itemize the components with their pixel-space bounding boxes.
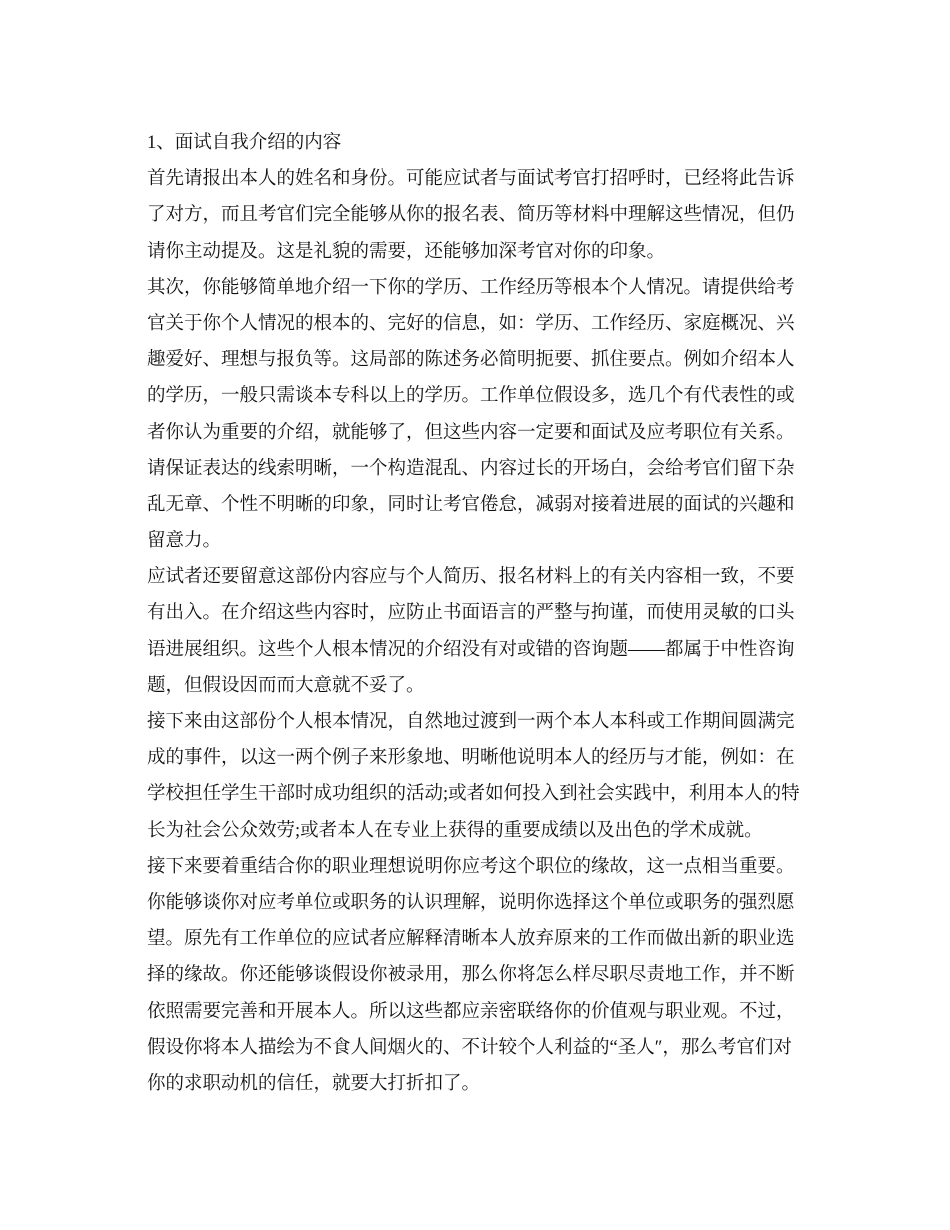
text-line: 依照需要完善和开展本人。所以这些都应亲密联络你的价值观与职业观。不过，	[147, 1001, 795, 1022]
text-line: 假设你将本人描绘为不食人间烟火的、不计较个人利益的“圣人″，那么考官们对	[147, 1037, 792, 1058]
text-line: 接下来要着重结合你的职业理想说明你应考这个职位的缘故，这一点相当重要。	[147, 856, 795, 877]
text-line: 请你主动提及。这是礼貌的需要，还能够加深考官对你的印象。	[147, 241, 666, 262]
text-line: 你能够谈你对应考单位或职务的认识理解，说明你选择这个单位或职务的强烈愿	[147, 892, 795, 913]
text-line: 乱无章、个性不明晰的印象，同时让考官倦怠，减弱对接着进展的面试的兴趣和	[147, 494, 795, 515]
paragraph-career-motivation	[147, 849, 847, 1102]
paragraph-education-experience	[147, 270, 847, 560]
text-line: 择的缘故。你还能够谈假设你被录用，那么你将怎么样尽职尽责地工作，并不断	[147, 965, 795, 986]
text-line: 了对方，而且考官们完全能够从你的报名表、简历等材料中理解这些情况，但仍	[147, 205, 795, 226]
paragraph-examples	[147, 704, 847, 849]
document-body	[147, 125, 847, 1102]
paragraph-introduce-name	[147, 161, 847, 270]
text-line: 望。原先有工作单位的应试者应解释清晰本人放弃原来的工作而做出新的职业选	[147, 929, 795, 950]
paragraph-consistency	[147, 559, 847, 704]
text-line: 请保证表达的线索明晰，一个构造混乱、内容过长的开场白，会给考官们留下杂	[147, 458, 795, 479]
text-line: 你的求职动机的信任，就要大打折扣了。	[147, 1073, 481, 1094]
text-line: 成的事件，以这一两个例子来形象地、明晰他说明本人的经历与才能，例如：在	[147, 748, 795, 769]
text-line: 应试者还要留意这部份内容应与个人简历、报名材料上的有关内容相一致，不要	[147, 567, 795, 588]
text-line: 的学历，一般只需谈本专科以上的学历。工作单位假设多，选几个有代表性的或	[147, 386, 795, 407]
text-line: 语进展组织。这些个人根本情况的介绍没有对或错的咨询题——都属于中性咨询	[147, 639, 795, 660]
text-line: 者你认为重要的介绍，就能够了，但这些内容一定要和面试及应考职位有关系。	[147, 422, 795, 443]
text-line: 题，但假设因而而大意就不妥了。	[147, 675, 425, 696]
text-line: 其次，你能够简单地介绍一下你的学历、工作经历等根本个人情况。请提供给考	[147, 277, 795, 298]
text-line: 有出入。在介绍这些内容时，应防止书面语言的严整与拘谨，而使用灵敏的口头	[147, 603, 795, 624]
text-line: 留意力。	[147, 531, 222, 552]
text-line: 学校担任学生干部时成功组织的活动;或者如何投入到社会实践中，利用本人的特	[147, 784, 800, 805]
text-line: 长为社会公众效劳;或者本人在专业上获得的重要成绩以及出色的学术成就。	[147, 820, 763, 841]
text-line: 接下来由这部份个人根本情况，自然地过渡到一两个本人本科或工作期间圆满完	[147, 712, 795, 732]
text-line: 趣爱好、理想与报负等。这局部的陈述务必简明扼要、抓住要点。例如介绍本人	[147, 350, 795, 371]
text-line: 首先请报出本人的姓名和身份。可能应试者与面试考官打招呼时，已经将此告诉	[147, 169, 795, 190]
section-heading: 1、面试自我介绍的内容	[147, 133, 342, 153]
text-line: 官关于你个人情况的根本的、完好的信息，如：学历、工作经历、家庭概况、兴	[147, 313, 795, 334]
